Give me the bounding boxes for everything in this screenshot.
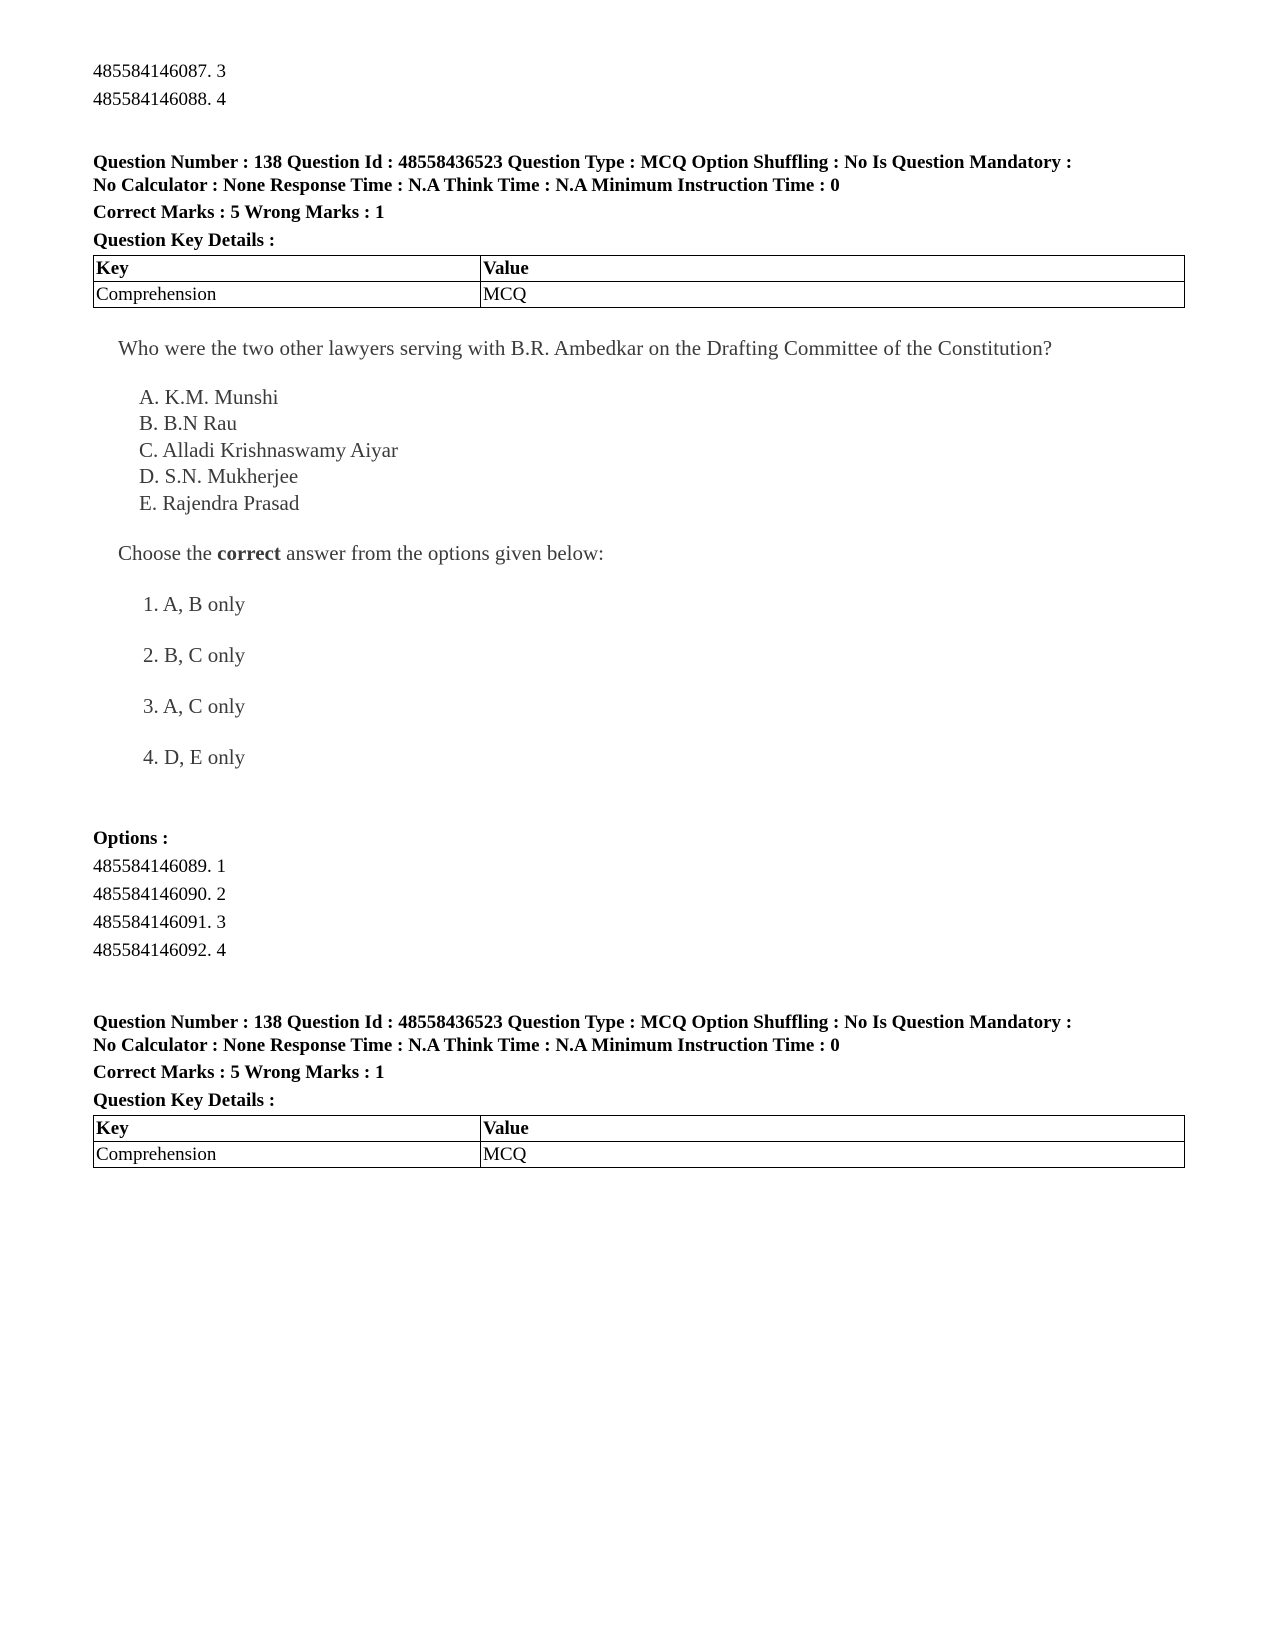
answer-choice: 2. B, C only (143, 643, 246, 667)
option-line: 485584146089. 1 (93, 856, 226, 877)
statement-item: D. S.N. Mukherjee (139, 464, 299, 488)
question-header-line-1: Question Number : 138 Question Id : 48558436523 Question Type : MCQ Option Shuffling : No Is Question Mandatory : (93, 152, 1073, 173)
answer-choice: 3. A, C only (143, 694, 246, 718)
key-details-table (93, 255, 1185, 308)
key-header: Key (94, 256, 481, 282)
key-details-table (93, 1115, 1185, 1168)
value-cell: MCQ (481, 282, 1185, 308)
options-label: Options : (93, 828, 169, 849)
choose-prefix: Choose the (118, 541, 218, 565)
question-header-line-2: No Calculator : None Response Time : N.A Think Time : N.A Minimum Instruction Time : 0 (93, 175, 840, 196)
key-details-label: Question Key Details : (93, 230, 276, 251)
choose-suffix: answer from the options given below: (280, 541, 604, 565)
option-line: 485584146092. 4 (93, 940, 226, 961)
key-details-label: Question Key Details : (93, 1090, 276, 1111)
option-line: 485584146090. 2 (93, 884, 226, 905)
key-header: Key (94, 1116, 481, 1142)
table-header-row (94, 1116, 1185, 1142)
table-row (94, 1142, 1185, 1168)
question-block-2 (93, 1011, 1185, 1168)
statement-item: C. Alladi Krishnaswamy Aiyar (139, 438, 398, 462)
choose-instruction (118, 541, 604, 566)
statement-item: E. Rajendra Prasad (139, 491, 300, 515)
statement-item: A. K.M. Munshi (139, 385, 279, 409)
option-line: 485584146088. 4 (93, 89, 226, 110)
question-stem: Who were the two other lawyers serving with B.R. Ambedkar on the Drafting Committee of the Constitution? (118, 336, 1053, 360)
key-cell: Comprehension (94, 282, 481, 308)
statement-item: B. B.N Rau (139, 411, 238, 435)
marks-line: Correct Marks : 5 Wrong Marks : 1 (93, 202, 385, 223)
value-cell: MCQ (481, 1142, 1185, 1168)
option-line: 485584146087. 3 (93, 61, 226, 82)
choose-bold: correct (217, 541, 281, 565)
question-block-1 (93, 151, 1185, 308)
answer-choice: 1. A, B only (143, 592, 246, 616)
question-image (93, 330, 1185, 790)
option-line: 485584146091. 3 (93, 912, 226, 933)
value-header: Value (481, 1116, 1185, 1142)
options-section (93, 825, 226, 965)
answer-choice: 4. D, E only (143, 745, 246, 769)
value-header: Value (481, 256, 1185, 282)
question-header-line-2: No Calculator : None Response Time : N.A Think Time : N.A Minimum Instruction Time : 0 (93, 1035, 840, 1056)
question-header-line-1: Question Number : 138 Question Id : 48558436523 Question Type : MCQ Option Shuffling : No Is Question Mandatory : (93, 1012, 1073, 1033)
marks-line: Correct Marks : 5 Wrong Marks : 1 (93, 1062, 385, 1083)
table-header-row (94, 256, 1185, 282)
previous-options (93, 58, 226, 114)
table-row (94, 282, 1185, 308)
key-cell: Comprehension (94, 1142, 481, 1168)
